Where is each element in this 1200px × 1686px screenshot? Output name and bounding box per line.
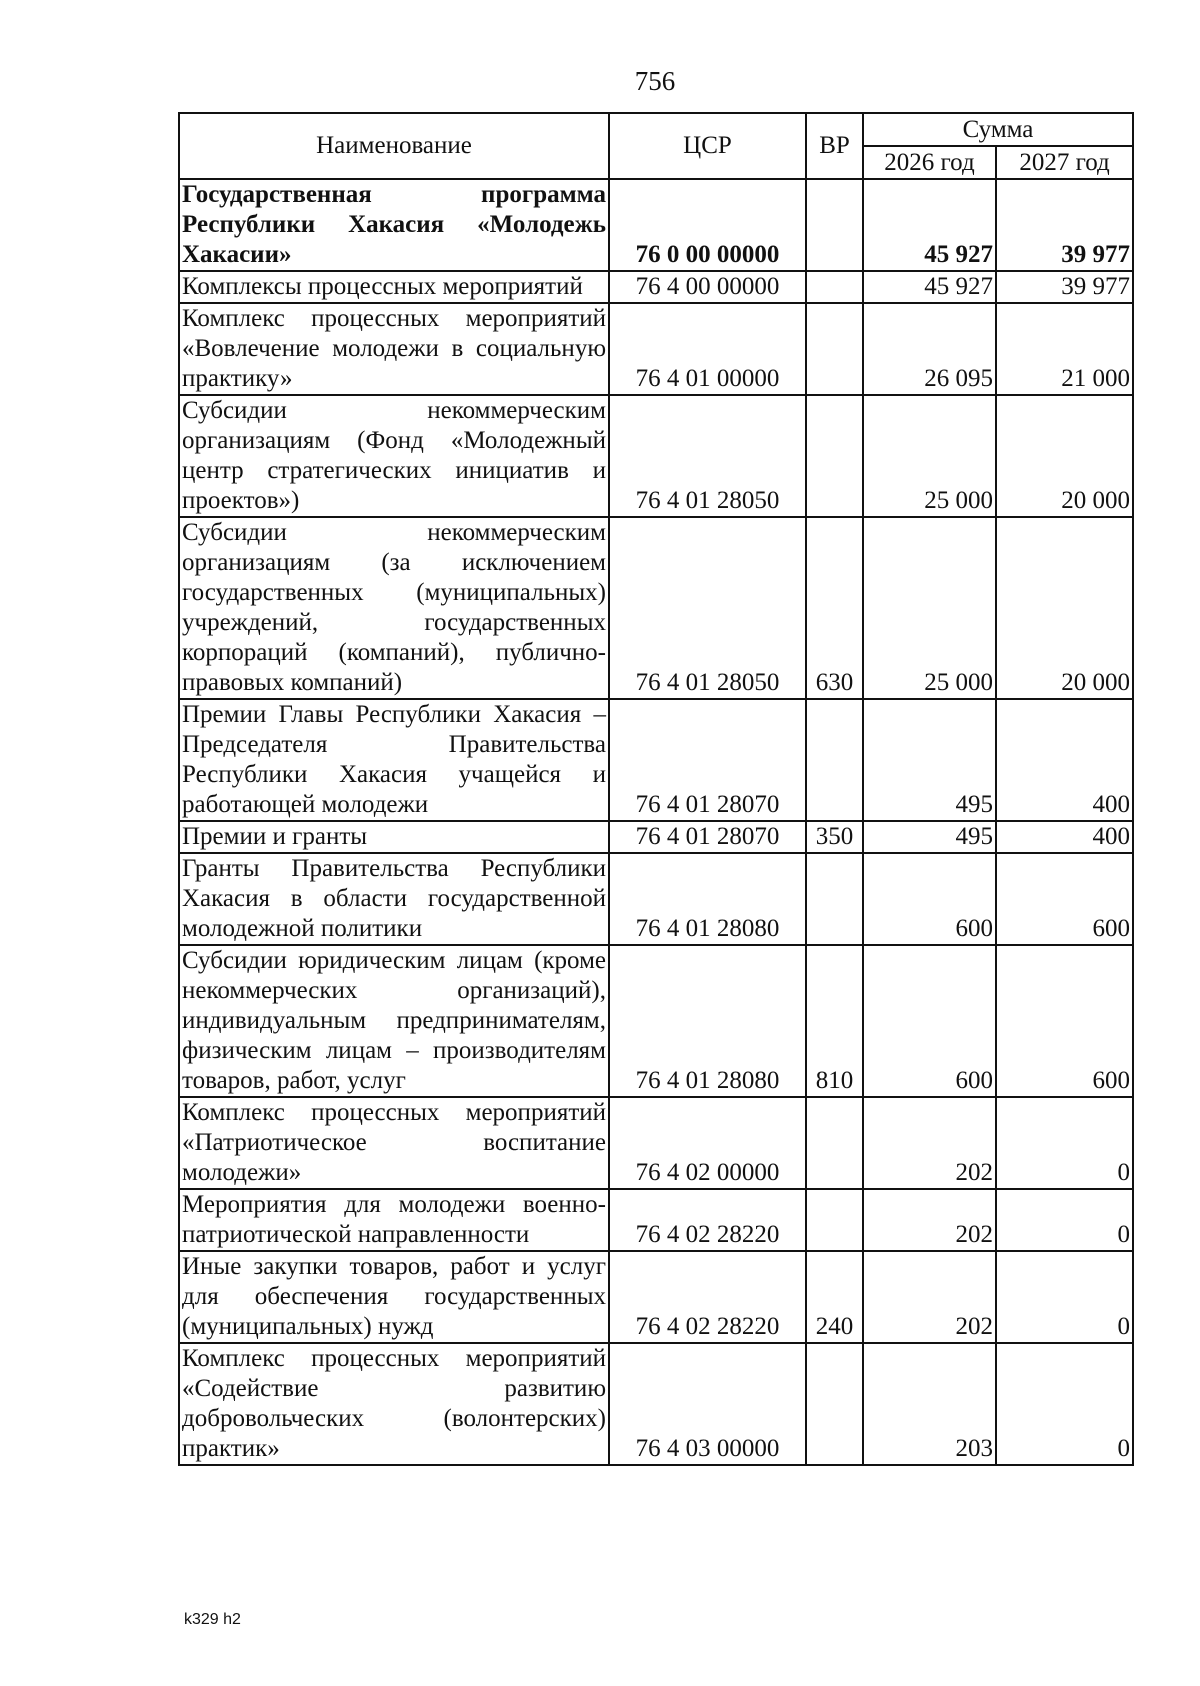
row-name: Премии и гранты <box>179 821 609 853</box>
table-row <box>179 945 1133 1097</box>
row-sum-2026: 600 <box>863 853 996 945</box>
row-name: Субсидии некоммерческим организациям (за исключением государственных (муниципальных) учреждений, государственных корпораций (компаний), публично-правовых компаний) <box>179 517 609 699</box>
row-name: Иные закупки товаров, работ и услуг для обеспечения государственных (муниципальных) нужд <box>179 1251 609 1343</box>
row-name: Мероприятия для молодежи военно-патриотической направленности <box>179 1189 609 1251</box>
row-name: Комплекс процессных мероприятий «Вовлечение молодежи в социальную практику» <box>179 303 609 395</box>
row-csr: 76 4 00 00000 <box>609 271 806 303</box>
row-csr: 76 4 02 28220 <box>609 1189 806 1251</box>
row-csr: 76 4 01 28070 <box>609 699 806 821</box>
row-csr: 76 4 03 00000 <box>609 1343 806 1465</box>
row-sum-2026: 45 927 <box>863 271 996 303</box>
row-sum-2026: 45 927 <box>863 179 996 271</box>
row-sum-2027: 600 <box>996 853 1133 945</box>
row-vr: 240 <box>806 1251 863 1343</box>
row-vr <box>806 395 863 517</box>
table-row <box>179 821 1133 853</box>
row-name: Государственная программа Республики Хакасия «Молодежь Хакасии» <box>179 179 609 271</box>
row-vr <box>806 1343 863 1465</box>
header-year-2027: 2027 год <box>996 146 1133 179</box>
row-name: Комплексы процессных мероприятий <box>179 271 609 303</box>
table-row <box>179 1251 1133 1343</box>
row-vr <box>806 1097 863 1189</box>
row-vr <box>806 699 863 821</box>
row-vr <box>806 271 863 303</box>
row-vr: 350 <box>806 821 863 853</box>
row-name: Премии Главы Республики Хакасия – Председателя Правительства Республики Хакасия учащейся и работающей молодежи <box>179 699 609 821</box>
table-row <box>179 1343 1133 1465</box>
table-header <box>179 113 1133 179</box>
row-sum-2026: 202 <box>863 1189 996 1251</box>
row-sum-2027: 39 977 <box>996 179 1133 271</box>
row-csr: 76 4 01 00000 <box>609 303 806 395</box>
row-csr: 76 0 00 00000 <box>609 179 806 271</box>
row-csr: 76 4 01 28080 <box>609 945 806 1097</box>
row-name: Субсидии некоммерческим организациям (Фонд «Молодежный центр стратегических инициатив и проектов») <box>179 395 609 517</box>
row-name: Гранты Правительства Республики Хакасия в области государственной молодежной политики <box>179 853 609 945</box>
row-vr: 630 <box>806 517 863 699</box>
row-sum-2026: 25 000 <box>863 395 996 517</box>
row-csr: 76 4 02 00000 <box>609 1097 806 1189</box>
row-sum-2026: 495 <box>863 821 996 853</box>
row-csr: 76 4 01 28070 <box>609 821 806 853</box>
header-csr: ЦСР <box>609 113 806 179</box>
row-sum-2027: 600 <box>996 945 1133 1097</box>
footer-code: k329 h2 <box>184 1611 241 1628</box>
row-sum-2026: 495 <box>863 699 996 821</box>
row-csr: 76 4 01 28050 <box>609 395 806 517</box>
row-sum-2027: 0 <box>996 1343 1133 1465</box>
row-sum-2026: 600 <box>863 945 996 1097</box>
row-sum-2027: 20 000 <box>996 395 1133 517</box>
budget-table <box>178 112 1134 1466</box>
header-year-2026: 2026 год <box>863 146 996 179</box>
header-name: Наименование <box>179 113 609 179</box>
row-sum-2026: 202 <box>863 1251 996 1343</box>
header-sum: Сумма <box>863 113 1133 146</box>
row-sum-2026: 203 <box>863 1343 996 1465</box>
table-row <box>179 1097 1133 1189</box>
row-sum-2027: 0 <box>996 1251 1133 1343</box>
row-vr: 810 <box>806 945 863 1097</box>
row-vr <box>806 1189 863 1251</box>
row-name: Комплекс процессных мероприятий «Патриотическое воспитание молодежи» <box>179 1097 609 1189</box>
row-sum-2026: 26 095 <box>863 303 996 395</box>
row-sum-2027: 0 <box>996 1189 1133 1251</box>
page-number: 756 <box>634 66 676 96</box>
row-name: Комплекс процессных мероприятий «Содействие развитию добровольческих (волонтерских) практик» <box>179 1343 609 1465</box>
row-csr: 76 4 01 28050 <box>609 517 806 699</box>
row-sum-2027: 0 <box>996 1097 1133 1189</box>
row-sum-2027: 20 000 <box>996 517 1133 699</box>
row-csr: 76 4 01 28080 <box>609 853 806 945</box>
table-row <box>179 517 1133 699</box>
header-vr: ВР <box>806 113 863 179</box>
row-name: Субсидии юридическим лицам (кроме некоммерческих организаций), индивидуальным предпринимателям, физическим лицам – производителям товаров, работ, услуг <box>179 945 609 1097</box>
row-sum-2026: 25 000 <box>863 517 996 699</box>
table-row <box>179 853 1133 945</box>
row-sum-2027: 400 <box>996 699 1133 821</box>
table-row <box>179 271 1133 303</box>
table-row <box>179 699 1133 821</box>
row-vr <box>806 853 863 945</box>
row-sum-2027: 400 <box>996 821 1133 853</box>
row-sum-2027: 21 000 <box>996 303 1133 395</box>
row-vr <box>806 303 863 395</box>
table-row <box>179 1189 1133 1251</box>
table-row <box>179 303 1133 395</box>
table-row <box>179 395 1133 517</box>
table-body <box>179 179 1133 1465</box>
row-vr <box>806 179 863 271</box>
row-sum-2027: 39 977 <box>996 271 1133 303</box>
table-row <box>179 179 1133 271</box>
row-csr: 76 4 02 28220 <box>609 1251 806 1343</box>
row-sum-2026: 202 <box>863 1097 996 1189</box>
